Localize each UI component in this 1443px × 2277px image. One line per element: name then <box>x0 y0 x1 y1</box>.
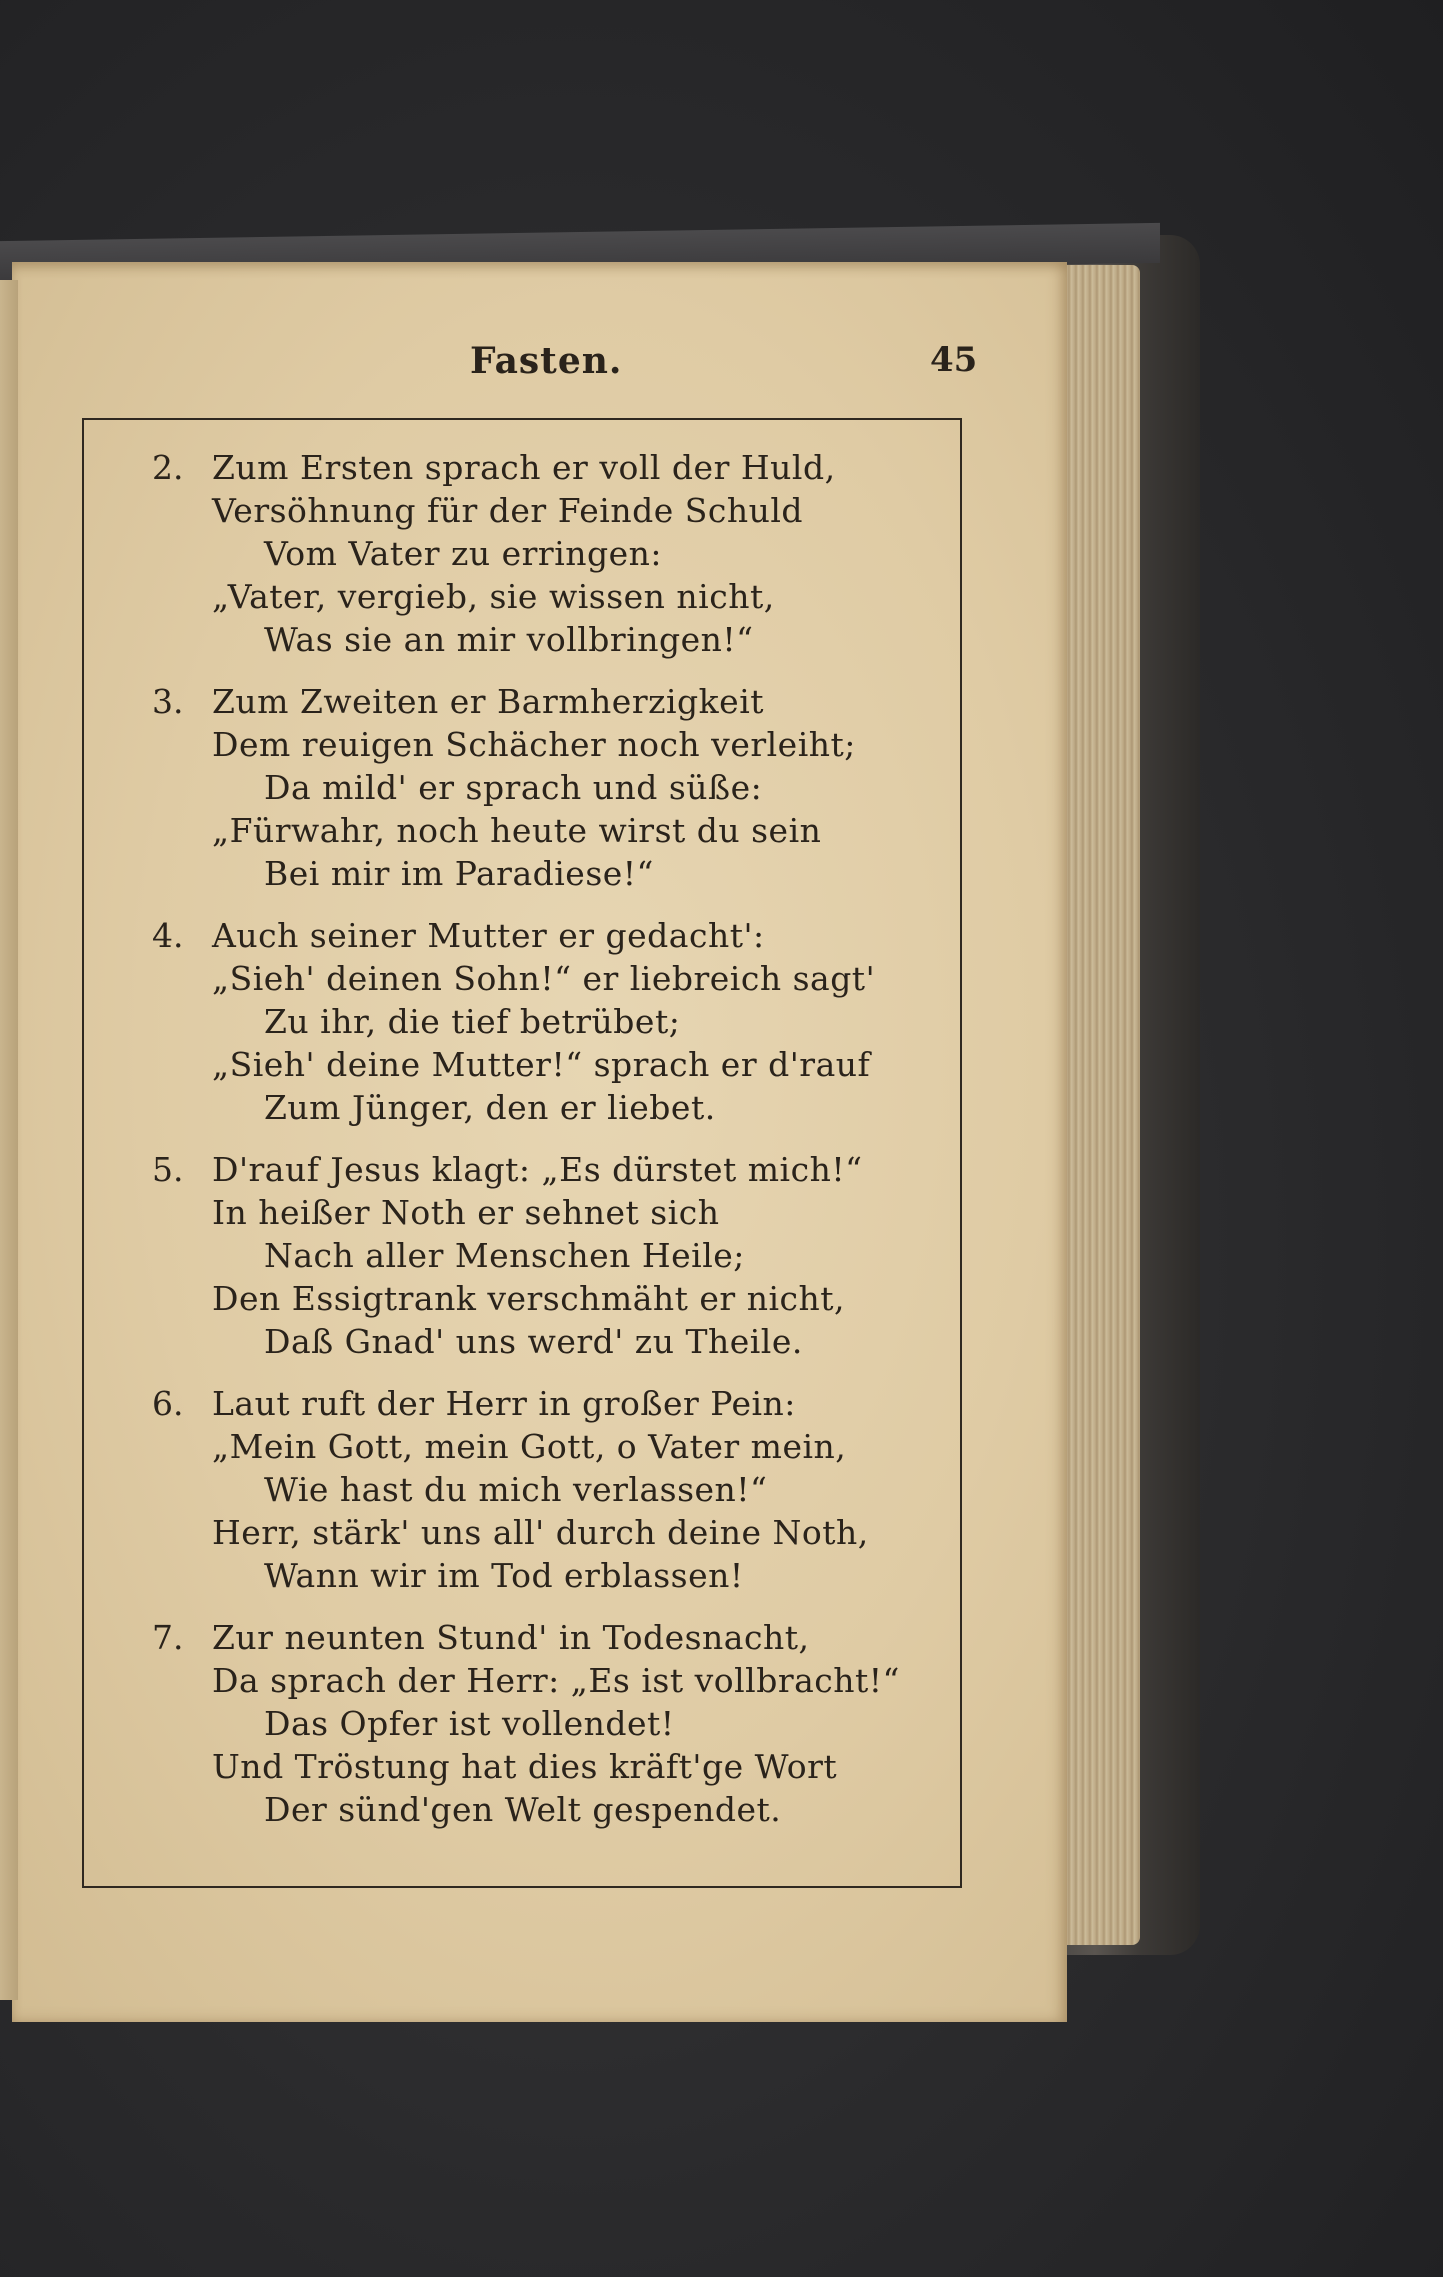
stanza-number: 2. <box>152 448 184 487</box>
verse-line: Herr, stärk' uns all' durch deine Noth, <box>212 1513 869 1552</box>
verse-line: „Fürwahr, noch heute wirst du sein <box>212 811 822 850</box>
verse-line: „Sieh' deinen Sohn!“ er liebreich sagt' <box>212 959 876 998</box>
verse-line: „Sieh' deine Mutter!“ sprach er d'rauf <box>212 1045 871 1084</box>
verse-line: Da sprach der Herr: „Es ist vollbracht!“ <box>212 1661 900 1700</box>
verse-line: Wann wir im Tod erblassen! <box>264 1556 744 1595</box>
verse-line: D'rauf Jesus klagt: „Es dürstet mich!“ <box>212 1150 863 1189</box>
verse-line: „Vater, vergieb, sie wissen nicht, <box>212 577 775 616</box>
verse-line: „Mein Gott, mein Gott, o Vater mein, <box>212 1427 847 1466</box>
verse-line: Vom Vater zu erringen: <box>264 534 663 573</box>
verse-line: Zum Jünger, den er liebet. <box>264 1088 716 1127</box>
running-head: Fasten. <box>470 340 623 382</box>
verse-line: Auch seiner Mutter er gedacht': <box>212 916 765 955</box>
verse-line: Den Essigtrank verschmäht er nicht, <box>212 1279 845 1318</box>
page-number: 45 <box>930 340 978 380</box>
verse-line: Das Opfer ist vollendet! <box>264 1704 675 1743</box>
verse-line: Was sie an mir vollbringen!“ <box>264 620 754 659</box>
verse-line: Und Tröstung hat dies kräft'ge Wort <box>212 1747 838 1786</box>
stanza-number: 4. <box>152 916 184 955</box>
verse-line: Bei mir im Paradiese!“ <box>264 854 654 893</box>
stanza-number: 3. <box>152 682 184 721</box>
verse-line: In heißer Noth er sehnet sich <box>212 1193 720 1232</box>
verse-line: Zum Ersten sprach er voll der Huld, <box>212 448 836 487</box>
verse-line: Der sünd'gen Welt gespendet. <box>264 1790 782 1829</box>
verse-line: Da mild' er sprach und süße: <box>264 768 763 807</box>
verse-line: Zur neunten Stund' in Todesnacht, <box>212 1618 810 1657</box>
verse-line: Laut ruft der Herr in großer Pein: <box>212 1384 796 1423</box>
verse-line: Versöhnung für der Feinde Schuld <box>212 491 804 530</box>
verse-line: Dem reuigen Schächer noch verleiht; <box>212 725 856 764</box>
verse-line: Nach aller Menschen Heile; <box>264 1236 745 1275</box>
left-page-edge <box>0 280 18 2000</box>
verse-line: Wie hast du mich verlassen!“ <box>264 1470 768 1509</box>
stanza-number: 5. <box>152 1150 184 1189</box>
verse-line: Zum Zweiten er Barmherzigkeit <box>212 682 765 721</box>
stanza-number: 6. <box>152 1384 184 1423</box>
verse-line: Zu ihr, die tief betrübet; <box>264 1002 681 1041</box>
stanza-number: 7. <box>152 1618 184 1657</box>
verse-line: Daß Gnad' uns werd' zu Theile. <box>264 1322 803 1361</box>
